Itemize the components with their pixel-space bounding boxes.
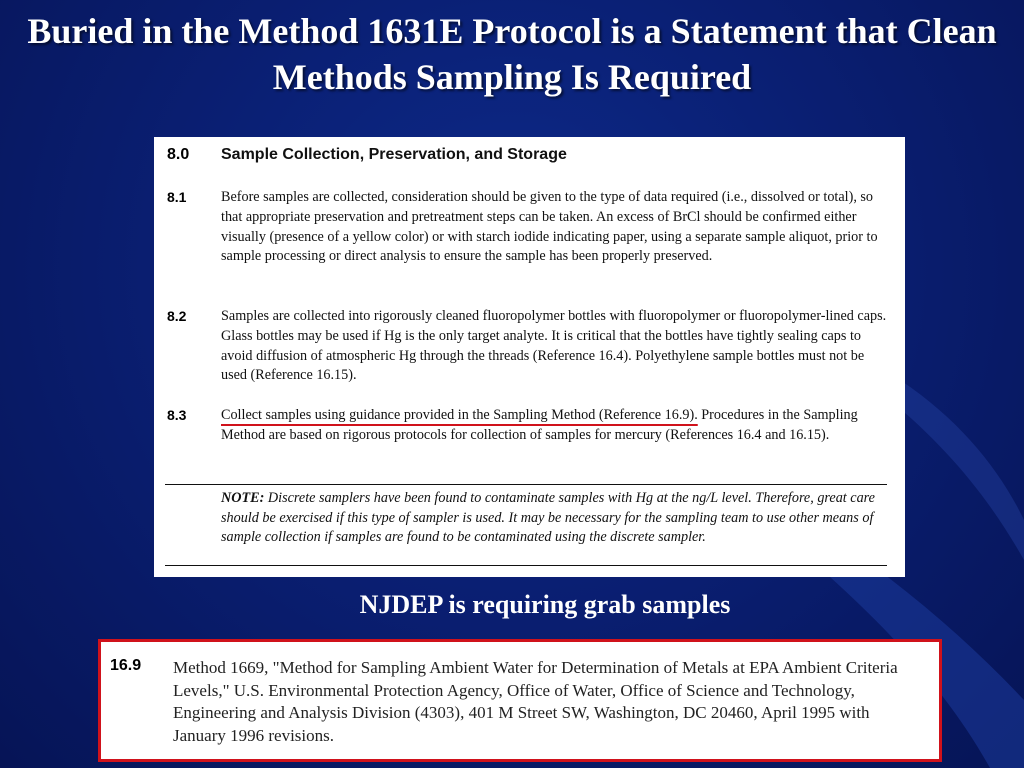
section-number: 8.0 — [167, 146, 190, 163]
note-block — [221, 489, 891, 548]
section-number: 8.3 — [167, 407, 187, 423]
section-number: 8.1 — [167, 189, 187, 205]
reference-text: Method 1669, "Method for Sampling Ambient Water for Determination of Metals at EPA Ambient Criteria Levels," U.S. Environmental Protection Agency, Office of Water, Office of Science and Technology, Engineering and Analysis Division (4303), 401 M Street SW, Washington, DC 20460, April 1995 with January 1996 revisions. — [173, 658, 898, 745]
section-number: 8.2 — [167, 308, 187, 324]
section-text — [221, 406, 891, 446]
highlighted-requirement: Collect samples using guidance provided in the Sampling Method (Reference 16.9). — [221, 407, 698, 423]
slide-caption: NJDEP is requiring grab samples — [359, 590, 731, 619]
slide-title: Buried in the Method 1631E Protocol is a Statement that Clean Methods Sampling Is Required — [27, 11, 997, 97]
note-top-rule — [165, 484, 887, 485]
reference-excerpt — [98, 639, 942, 762]
note-text: Discrete samplers have been found to contaminate samples with Hg at the ng/L level. Therefore, great care should be exercised if this type of sampler is used. It may be necessary for the sampling team to use other means of sample collection if samples are found to be contaminated using the discrete sampler. — [221, 490, 875, 545]
document-excerpt — [154, 137, 905, 577]
reference-number: 16.9 — [110, 657, 142, 674]
section-heading: Sample Collection, Preservation, and Storage — [221, 146, 567, 163]
section-text: Samples are collected into rigorously cleaned fluoropolymer bottles with fluoropolymer or fluoropolymer-lined caps. Glass bottles may be used if Hg is the only target analyte. It is critical that the bottles have tightly sealing caps to avoid diffusion of atmospheric Hg through the threads (Reference 16.4). Polyethylene sample bottles must not be used (Reference 16.15). — [221, 308, 887, 384]
section-text: Before samples are collected, consideration should be given to the type of data required (i.e., dissolved or total), so that appropriate preservation and pretreatment steps can be taken. An excess of BrCl should be confirmed either visually (presence of a yellow color) or with starch iodide indicating paper, using a separate sample aliquot, prior to sample processing or direct analysis to ensure the sample has been properly preserved. — [221, 189, 878, 265]
section-text-continued: Procedures in the Sampling Method are based on rigorous protocols for collection of samples for mercury (References 16.4 and 16.15). — [221, 407, 858, 443]
note-bottom-rule — [165, 565, 887, 566]
note-label: NOTE: — [221, 490, 265, 506]
